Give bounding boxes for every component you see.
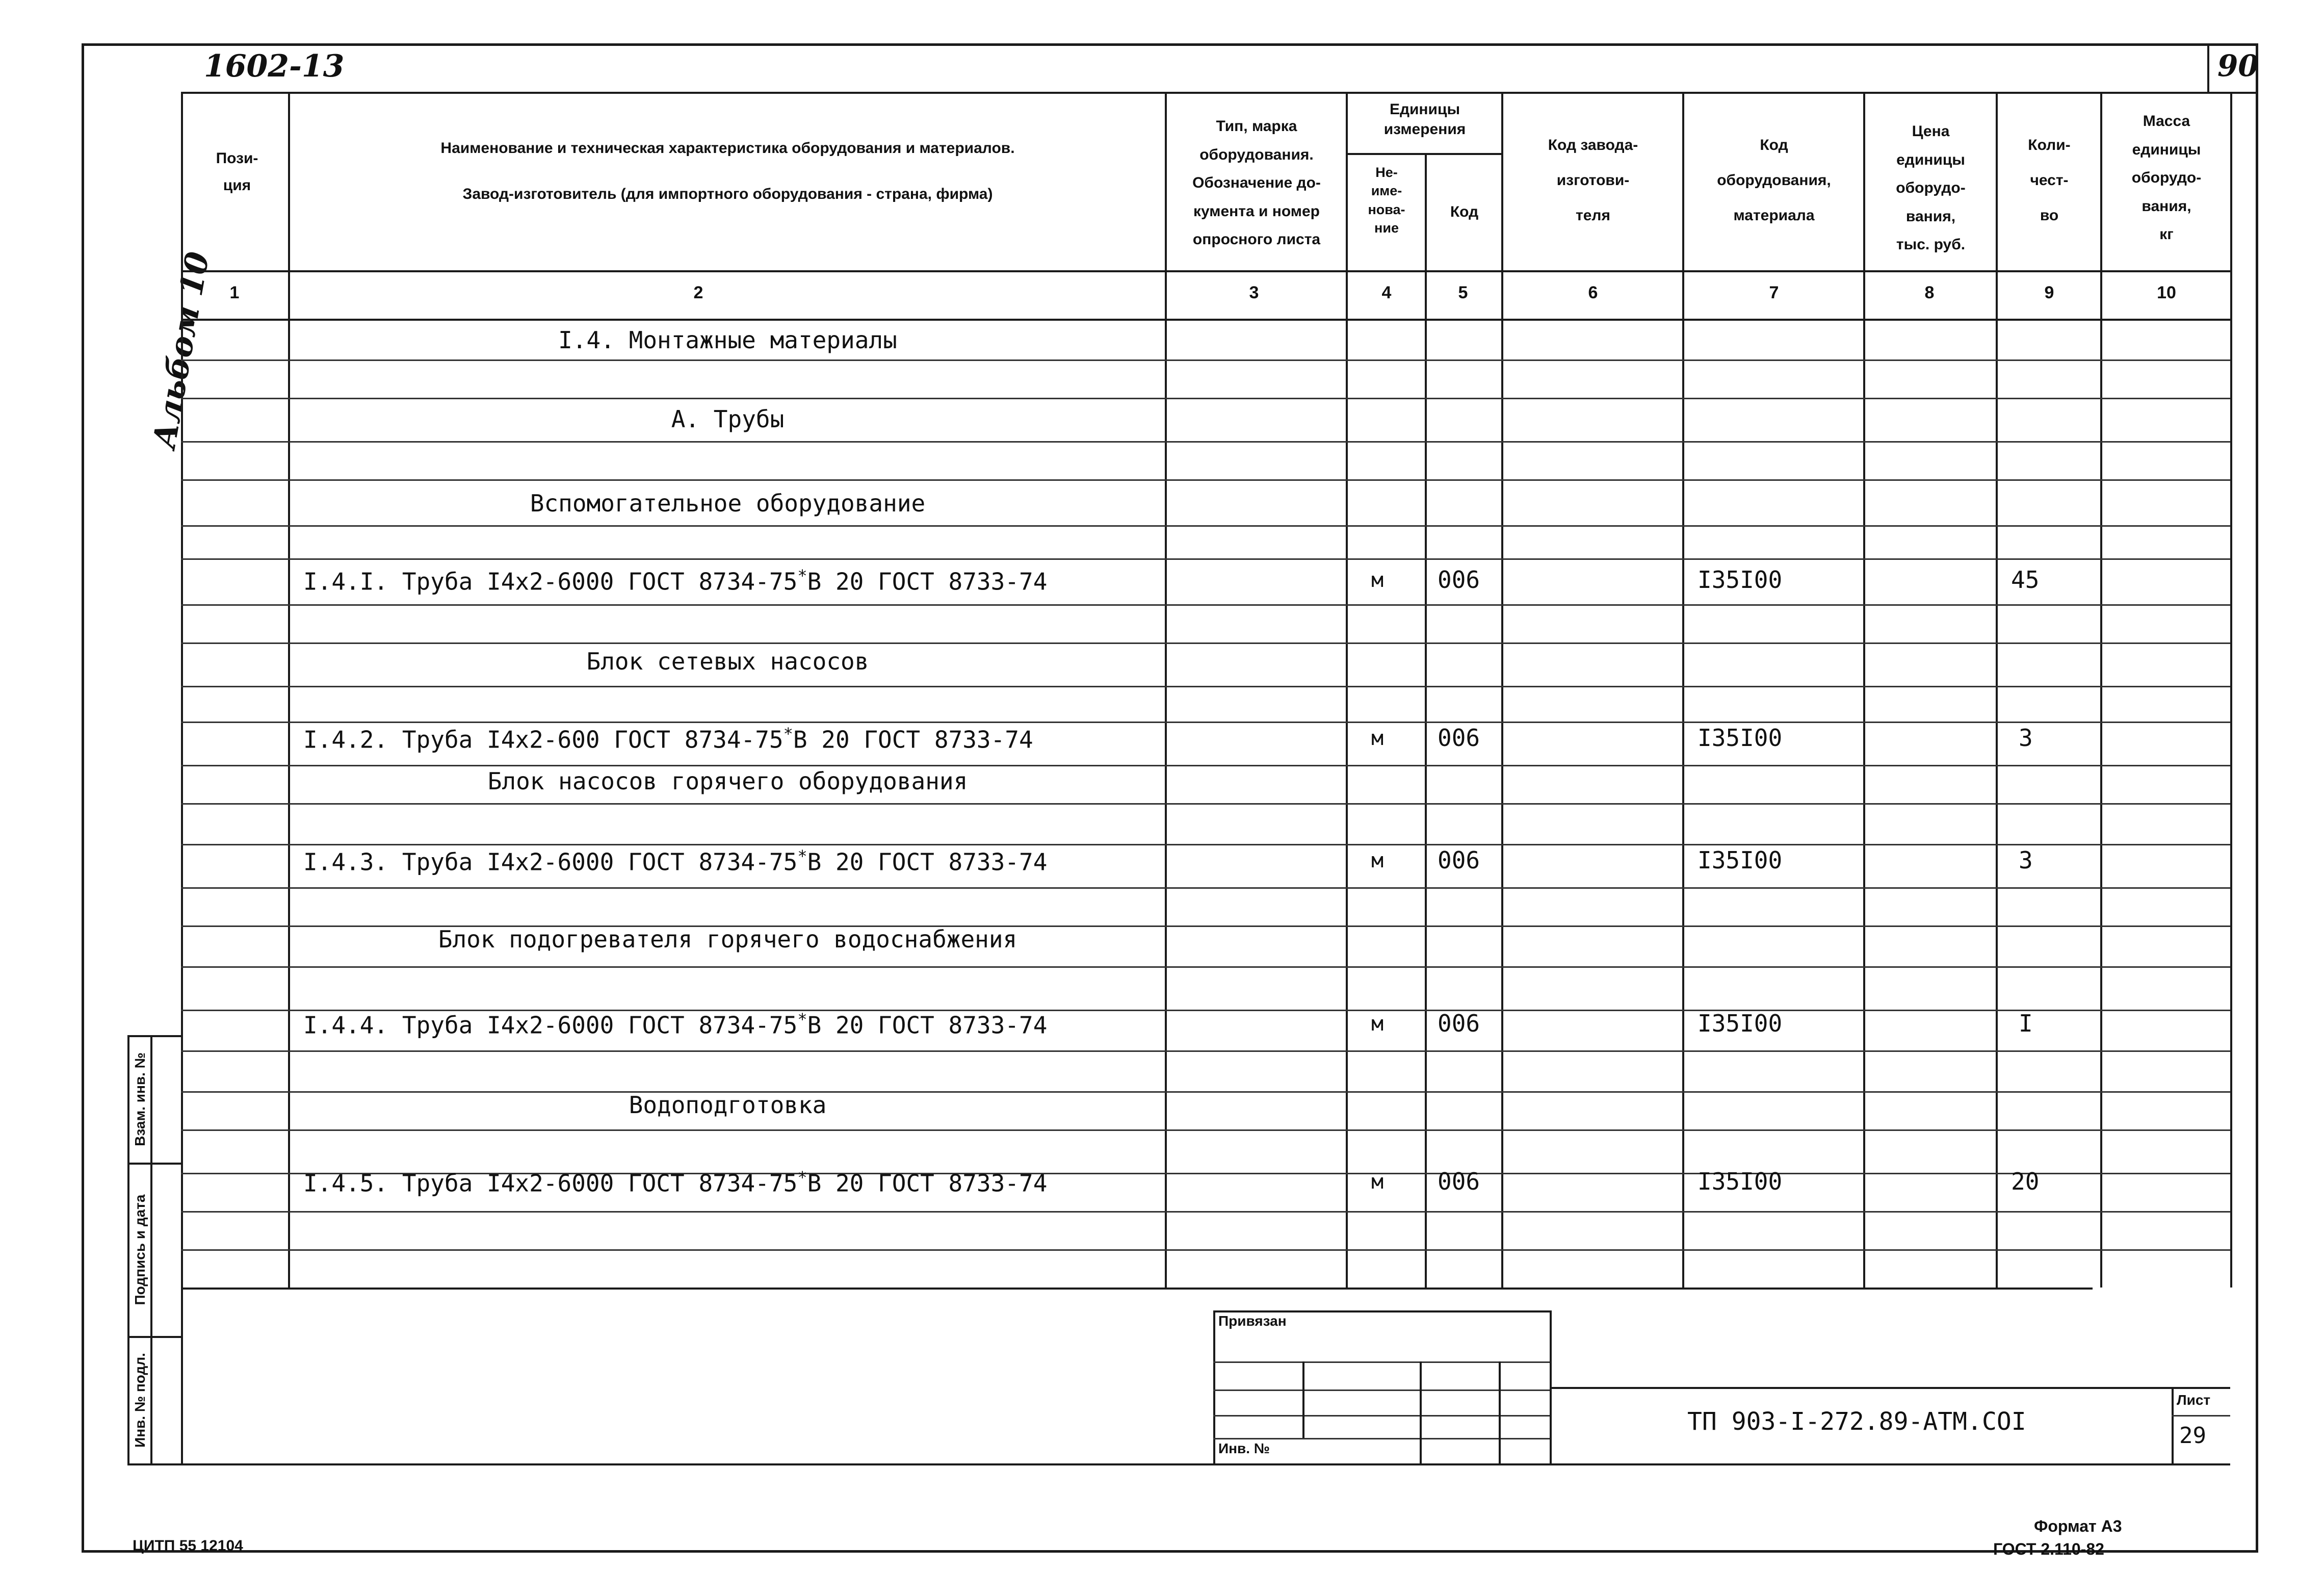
- row-line: [181, 359, 2230, 361]
- col-header-unit-name: Не- име- нова- ние: [1368, 165, 1405, 236]
- privyazan-col-1: [1302, 1361, 1304, 1438]
- footer-format: Формат А3: [2034, 1517, 2122, 1535]
- col-div-1: [288, 92, 290, 1288]
- item-3-description: I.4.3. Труба I4x2-6000 ГОСТ 8734-75*В 20 ГОСТ 8733-74: [303, 846, 1048, 876]
- item-4-material-code: I35I00: [1698, 1010, 1783, 1037]
- col-div-7: [1863, 92, 1865, 1288]
- col-header-factory-code: Код завода- изготови- теля: [1548, 137, 1638, 224]
- item-4-unit: м: [1371, 1012, 1384, 1036]
- numbers-bottom-line: [181, 319, 2230, 321]
- item-2-unit: м: [1371, 727, 1384, 750]
- table-left: [181, 92, 183, 1463]
- stamp-sheet-value: 29: [2179, 1423, 2206, 1449]
- col-div-4: [1425, 153, 1427, 1288]
- item-1-unit: м: [1371, 569, 1384, 592]
- privyazan-col-2: [1420, 1361, 1422, 1463]
- row-line: [181, 604, 2230, 606]
- units-group-line: [1346, 153, 1501, 155]
- album-label: Альбом 10: [145, 249, 217, 451]
- item-3-material-code: I35I00: [1698, 846, 1783, 874]
- row-line: [181, 722, 2230, 723]
- section-water-treatment: Водоподготовка: [629, 1091, 827, 1119]
- item-3-unit-code: 006: [1438, 846, 1480, 874]
- row-line: [181, 1211, 2230, 1213]
- section-network-pumps: Блок сетевых насосов: [586, 648, 869, 675]
- section-auxiliary: Вспомогательное оборудование: [530, 490, 926, 517]
- col-header-price: Цена единицы оборудо- вания, тыс. руб.: [1896, 123, 1966, 253]
- col-header-type: Тип, марка оборудования. Обозначение до- кумента и номер опросного листа: [1192, 118, 1321, 248]
- top-strip-line: [181, 92, 2258, 94]
- item-4-unit-code: 006: [1438, 1010, 1480, 1037]
- footer-gost: ГОСТ 2.110-82: [1993, 1540, 2104, 1558]
- table-right: [2230, 92, 2232, 1288]
- col-header-units-group: Единицы измерения: [1383, 101, 1466, 138]
- col-number-9: 9: [2044, 283, 2054, 302]
- stamp-sheet-label: Лист: [2177, 1392, 2211, 1408]
- row-line: [181, 887, 2230, 889]
- sheet-cell-mid: [2172, 1415, 2230, 1417]
- row-line: [181, 479, 2230, 481]
- col-header-material-code: Код оборудования, материала: [1717, 137, 1831, 224]
- col-div-2: [1165, 92, 1167, 1288]
- privyazan-col-3: [1499, 1361, 1501, 1463]
- row-line: [181, 686, 2230, 687]
- col-header-qty: Коли- чест- во: [2028, 137, 2071, 224]
- col-div-6: [1682, 92, 1684, 1288]
- row-line: [181, 1050, 2230, 1052]
- item-5-description: I.4.5. Труба I4x2-6000 ГОСТ 8734-75*В 20 ГОСТ 8733-74: [303, 1168, 1048, 1197]
- item-1-qty: 45: [2011, 566, 2040, 594]
- row-line: [181, 844, 2230, 845]
- label-vzam-inv: Взам. инв. №: [132, 1052, 148, 1146]
- privyazan-left: [1213, 1310, 1215, 1463]
- stamp-inv-no: Инв. №: [1218, 1440, 1270, 1456]
- sheet-number-handwritten: 90: [2217, 48, 2259, 83]
- col-number-7: 7: [1769, 283, 1779, 302]
- row-line: [181, 1249, 2230, 1251]
- item-3-qty: 3: [2019, 846, 2033, 874]
- section-hot-water-heater: Блок подогревателя горячего водоснабжения: [438, 925, 1017, 953]
- item-2-description: I.4.2. Труба I4x2-600 ГОСТ 8734-75*В 20 ГОСТ 8733-74: [303, 724, 1033, 754]
- item-5-qty: 20: [2011, 1168, 2040, 1195]
- header-bottom-line: [181, 270, 2230, 272]
- item-5-material-code: I35I00: [1698, 1168, 1783, 1195]
- stamp-bottom-line: [127, 1463, 2230, 1465]
- col-number-3: 3: [1249, 283, 1259, 302]
- col-div-3: [1346, 92, 1348, 1288]
- sheet-cell-left: [2172, 1387, 2174, 1463]
- section-pipes: А. Трубы: [671, 405, 785, 433]
- item-1-unit-code: 006: [1438, 566, 1480, 594]
- footer-ciitp: ЦИТП 55 12104: [133, 1537, 243, 1554]
- item-4-qty: I: [2019, 1010, 2033, 1037]
- col-div-8: [1996, 92, 1998, 1288]
- left-strip-outer: [127, 1035, 129, 1463]
- left-strip-top: [127, 1035, 181, 1037]
- col-header-mass: Масса единицы оборудо- вания, кг: [2131, 113, 2202, 243]
- row-line: [181, 398, 2230, 399]
- doc-code-handwritten: 1602-13: [204, 48, 345, 84]
- page-frame: [82, 43, 2258, 1553]
- left-strip-div-2: [127, 1336, 181, 1338]
- item-3-unit: м: [1371, 849, 1384, 872]
- section-mounting-materials: I.4. Монтажные материалы: [558, 326, 897, 354]
- item-2-material-code: I35I00: [1698, 724, 1783, 752]
- privyazan-top: [1213, 1310, 1550, 1312]
- left-strip-div-1: [127, 1163, 181, 1165]
- table-bottom-line: [181, 1288, 2093, 1290]
- col-number-4: 4: [1381, 283, 1392, 302]
- label-inv-sub: Инв. № подл.: [132, 1353, 148, 1448]
- stamp-privyazan: Привязан: [1218, 1313, 1287, 1329]
- col-number-5: 5: [1458, 283, 1468, 302]
- row-line: [181, 642, 2230, 644]
- col-div-5: [1501, 92, 1503, 1288]
- item-5-unit: м: [1371, 1170, 1384, 1194]
- item-4-description: I.4.4. Труба I4x2-6000 ГОСТ 8734-75*В 20 ГОСТ 8733-74: [303, 1010, 1048, 1039]
- col-header-position: Пози- ция: [216, 150, 258, 194]
- row-line: [181, 525, 2230, 527]
- row-line: [181, 803, 2230, 805]
- section-hot-pumps: Блок насосов горячего оборудования: [487, 767, 968, 795]
- row-line: [181, 1129, 2230, 1131]
- sheet-box-left: [2207, 43, 2209, 92]
- item-2-qty: 3: [2019, 724, 2033, 752]
- col-number-6: 6: [1588, 283, 1598, 302]
- col-number-1: 1: [229, 283, 240, 302]
- col-header-unit-code: Код: [1450, 203, 1479, 220]
- col-number-2: 2: [693, 283, 703, 302]
- row-line: [181, 441, 2230, 443]
- item-2-unit-code: 006: [1438, 724, 1480, 752]
- col-number-10: 10: [2157, 283, 2176, 302]
- col-header-name-line1: Наименование и техническая характеристика оборудования и материалов.: [440, 140, 1015, 157]
- item-5-unit-code: 006: [1438, 1168, 1480, 1195]
- col-header-name-line2: Завод-изготовитель (для импортного оборудования - страна, фирма): [462, 186, 993, 202]
- col-number-8: 8: [1924, 283, 1935, 302]
- item-1-material-code: I35I00: [1698, 566, 1783, 594]
- row-line: [181, 558, 2230, 560]
- label-sign-date: Подпись и дата: [132, 1194, 148, 1305]
- stamp-designation: ТП 903-I-272.89-АТМ.СОI: [1687, 1407, 2026, 1436]
- row-line: [181, 966, 2230, 968]
- col-div-9: [2100, 92, 2102, 1288]
- item-1-description: I.4.I. Труба I4x2-6000 ГОСТ 8734-75*В 20 ГОСТ 8733-74: [303, 566, 1048, 596]
- row-line: [181, 765, 2230, 766]
- designation-top: [1550, 1387, 2230, 1389]
- left-strip-inner: [150, 1035, 152, 1463]
